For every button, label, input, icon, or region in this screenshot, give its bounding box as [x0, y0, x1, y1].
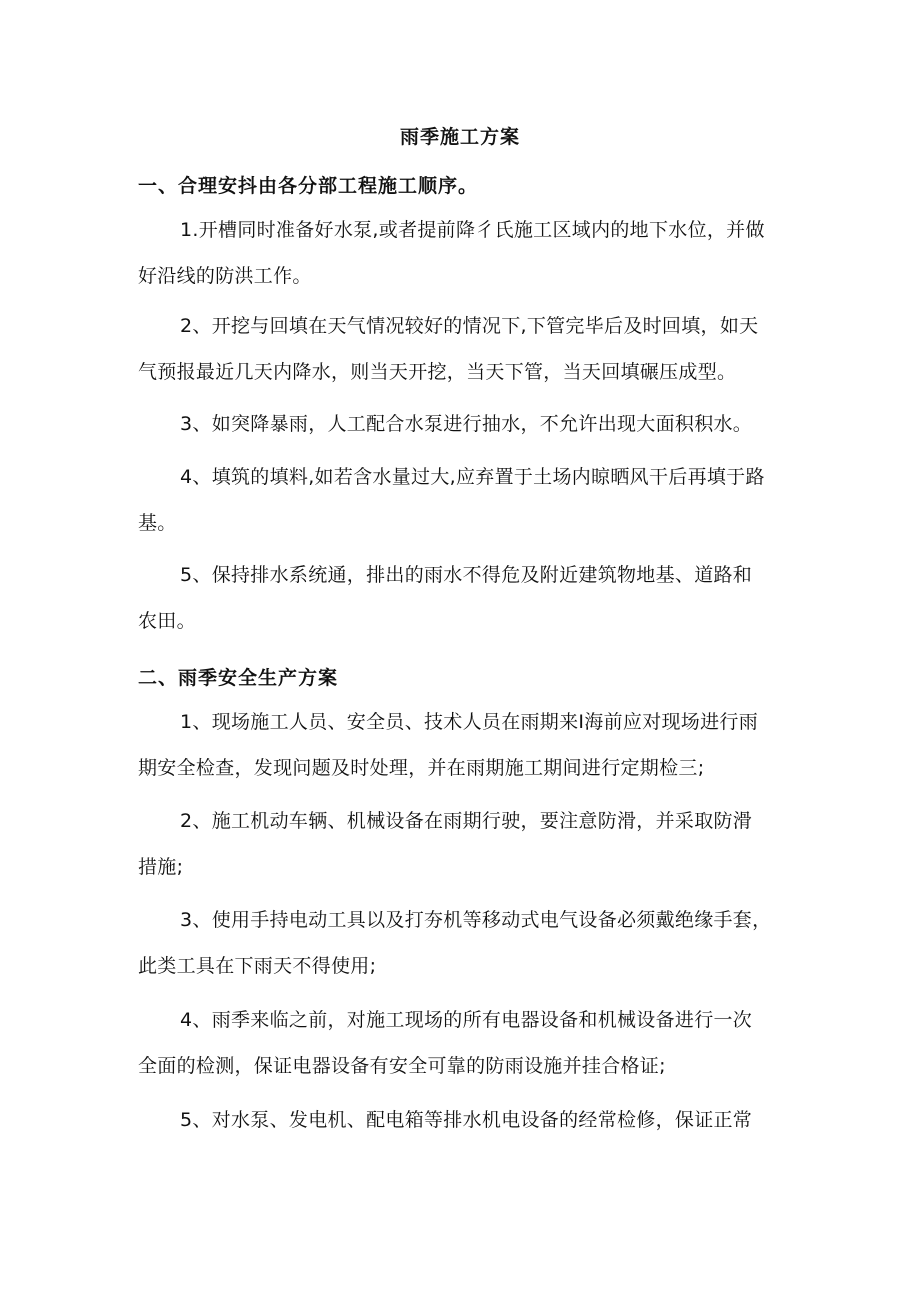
paragraph-line: 2、施工机动车辆、机械设备在雨期行驶，要注意防滑，并采取防滑: [180, 810, 753, 832]
paragraph-line: 2、开挖与回填在天气情况较好的情况下,下管完毕后及时回填，如天: [180, 315, 759, 337]
paragraph-line: 好沿线的防洪工作。: [138, 265, 312, 287]
section-1-item-5: [138, 552, 788, 644]
paragraph-line: 5、保持排水系统通，排出的雨水不得危及附近建筑物地基、道路和: [180, 564, 753, 586]
paragraph-line: 4、雨季来临之前，对施工现场的所有电器设备和机械设备进行一次: [180, 1009, 753, 1031]
paragraph-line: 1.开槽同时准备好水泵,或者提前降彳氏施工区域内的地下水位，并做: [180, 219, 765, 241]
paragraph-line: 期安全检查，发现问题及时处理，并在雨期施工期间进行定期检三;: [138, 757, 705, 779]
paragraph-line: 气预报最近几天内降水，则当天开挖，当天下管，当天回填碾压成型。: [138, 361, 737, 383]
paragraph-line: 全面的检测，保证电器设备有安全可靠的防雨设施并挂合格证;: [138, 1055, 666, 1077]
section-2-item-5: [138, 1097, 788, 1143]
section-1-item-1: [138, 207, 788, 299]
paragraph-line: 4、填筑的填料,如若含水量过大,应弃置于土场内晾晒风干后再填于路: [180, 466, 765, 488]
paragraph-line: 3、如突降暴雨，人工配合水泵进行抽水，不允许出现大面积积水。: [180, 413, 753, 435]
section-1-item-2: [138, 303, 788, 395]
section-2-item-4: [138, 997, 788, 1089]
paragraph-line: 农田。: [138, 610, 196, 632]
paragraph-line: 措施;: [138, 856, 184, 878]
section-1-item-4: [138, 454, 788, 546]
section-2-item-2: [138, 798, 788, 890]
section-2-heading: 二、雨季安全生产方案: [138, 667, 339, 689]
paragraph-line: 3、使用手持电动工具以及打夯机等移动式电气设备必须戴绝缘手套，: [180, 909, 772, 931]
paragraph-line: 5、对水泵、发电机、配电箱等排水机电设备的经常检修，保证正常: [180, 1109, 753, 1131]
section-2-item-3: [138, 897, 788, 989]
paragraph-line: 基。: [138, 512, 177, 534]
section-1-heading: 一、合理安抖由各分部工程施工顺序。: [138, 175, 479, 197]
section-2-item-1: [138, 699, 788, 791]
document-title: 雨季施工方案: [399, 126, 520, 148]
paragraph-line: 1、现场施工人员、安全员、技术人员在雨期来I海前应对现场进行雨: [180, 711, 758, 733]
paragraph-line: 此类工具在下雨天不得使用;: [138, 955, 377, 977]
section-1-item-3: [138, 401, 788, 447]
